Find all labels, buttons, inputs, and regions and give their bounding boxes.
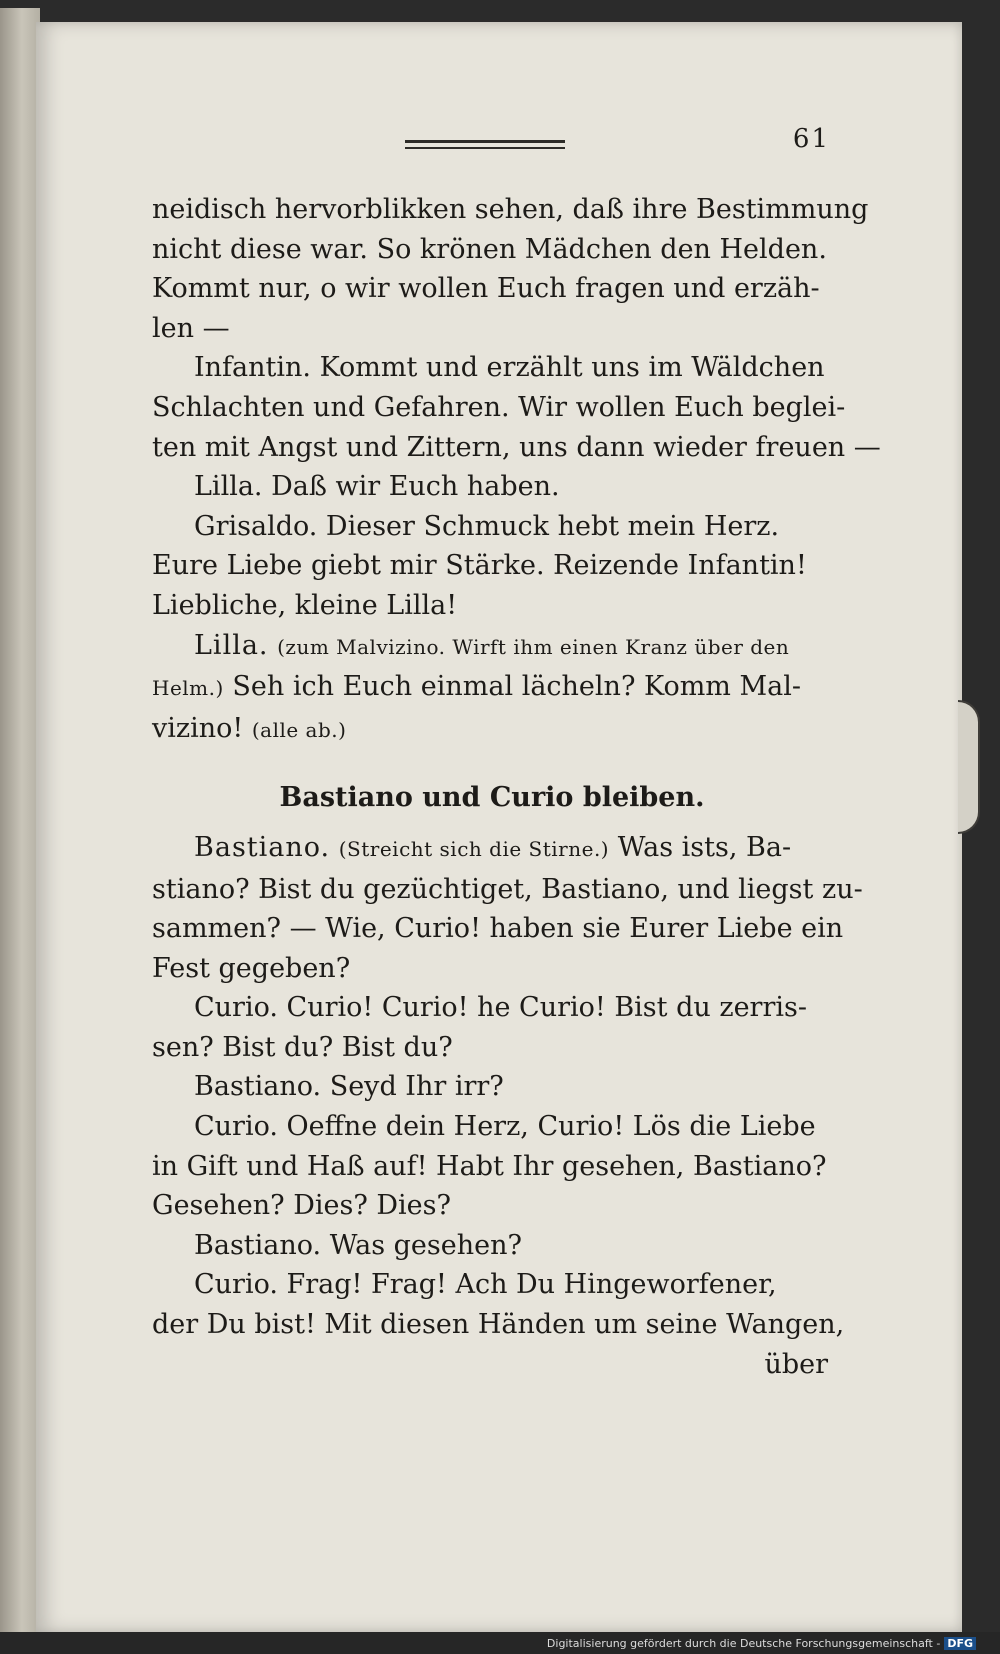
text-line: Liebliche, kleine Lilla!: [152, 589, 458, 621]
dfg-logo-badge: DFG: [944, 1637, 976, 1650]
text-line-lilla-speech-end: [152, 709, 832, 751]
footer-credit: [547, 1637, 976, 1650]
text-line: Curio. Curio! Curio! he Curio! Bist du zerris-: [194, 992, 807, 1024]
page-text: [152, 190, 881, 1384]
text-line: Lilla. Daß wir Euch haben.: [194, 471, 560, 503]
text-line-lilla-stage: [152, 626, 832, 668]
facing-page-edge: [0, 8, 40, 1638]
speaker-name: Bastiano.: [194, 831, 331, 863]
text-line-bastiano: [152, 828, 832, 870]
text-line: Curio. Oeffne dein Herz, Curio! Lös die Liebe: [194, 1111, 816, 1143]
stage-direction: (zum Malvizino. Wirft ihm einen Kranz über den: [277, 634, 790, 659]
page-header: [110, 110, 830, 170]
text-line-lilla-speech: [152, 667, 832, 709]
header-ornament-rule: [405, 140, 565, 149]
speech-text: Was ists, Ba-: [617, 831, 792, 863]
text-line: Fest gegeben?: [152, 952, 351, 984]
text-line: sen? Bist du? Bist du?: [152, 1031, 453, 1063]
speaker-name: Lilla.: [194, 629, 269, 661]
text-line: Bastiano. Was gesehen?: [194, 1229, 522, 1261]
speech-text: vizino!: [152, 712, 244, 744]
scene-heading: Bastiano und Curio bleiben.: [279, 782, 705, 814]
text-line: Gesehen? Dies? Dies?: [152, 1190, 451, 1222]
text-line: Eure Liebe giebt mir Stärke. Reizende Infantin!: [152, 550, 807, 582]
text-line: Infantin. Kommt und erzählt uns im Wäldchen: [194, 352, 825, 384]
text-line: neidisch hervorblikken sehen, daß ihre Bestimmung: [152, 194, 869, 225]
stage-direction: (alle ab.): [251, 717, 347, 742]
text-lines-part-2: [152, 870, 863, 1345]
text-line: len —: [152, 312, 230, 344]
text-line: stiano? Bist du gezüchtiget, Bastiano, und liegst zu-: [152, 873, 863, 905]
page-fold-edge: [958, 700, 980, 834]
text-line: in Gift und Haß auf! Habt Ihr gesehen, Bastiano?: [152, 1150, 827, 1182]
stage-direction: (Streicht sich die Stirne.): [338, 836, 610, 861]
text-line: der Du bist! Mit diesen Händen um seine Wangen,: [152, 1309, 845, 1341]
text-lines-part-1: [152, 190, 881, 626]
stage-direction: Helm.): [152, 676, 224, 701]
speech-text: Seh ich Euch einmal lächeln? Komm Mal-: [232, 671, 801, 703]
text-line: ten mit Angst und Zittern, uns dann wieder freuen —: [152, 431, 881, 463]
catchword: über: [764, 1348, 828, 1380]
text-line: Schlachten und Gefahren. Wir wollen Euch beglei-: [152, 391, 846, 423]
text-line: Grisaldo. Dieser Schmuck hebt mein Herz.: [194, 510, 780, 542]
text-line: nicht diese war. So krönen Mädchen den Helden.: [152, 233, 827, 265]
page-number: 61: [792, 124, 830, 154]
text-line: sammen? — Wie, Curio! haben sie Eurer Liebe ein: [152, 913, 844, 945]
text-line: Bastiano. Seyd Ihr irr?: [194, 1071, 504, 1103]
text-line: Curio. Frag! Frag! Ach Du Hingeworfener,: [194, 1269, 777, 1301]
text-line: Kommt nur, o wir wollen Euch fragen und erzäh-: [152, 273, 820, 305]
footer-credit-text: Digitalisierung gefördert durch die Deutsche Forschungsgemeinschaft -: [546, 1637, 941, 1650]
footer-bar: [0, 1632, 1000, 1654]
